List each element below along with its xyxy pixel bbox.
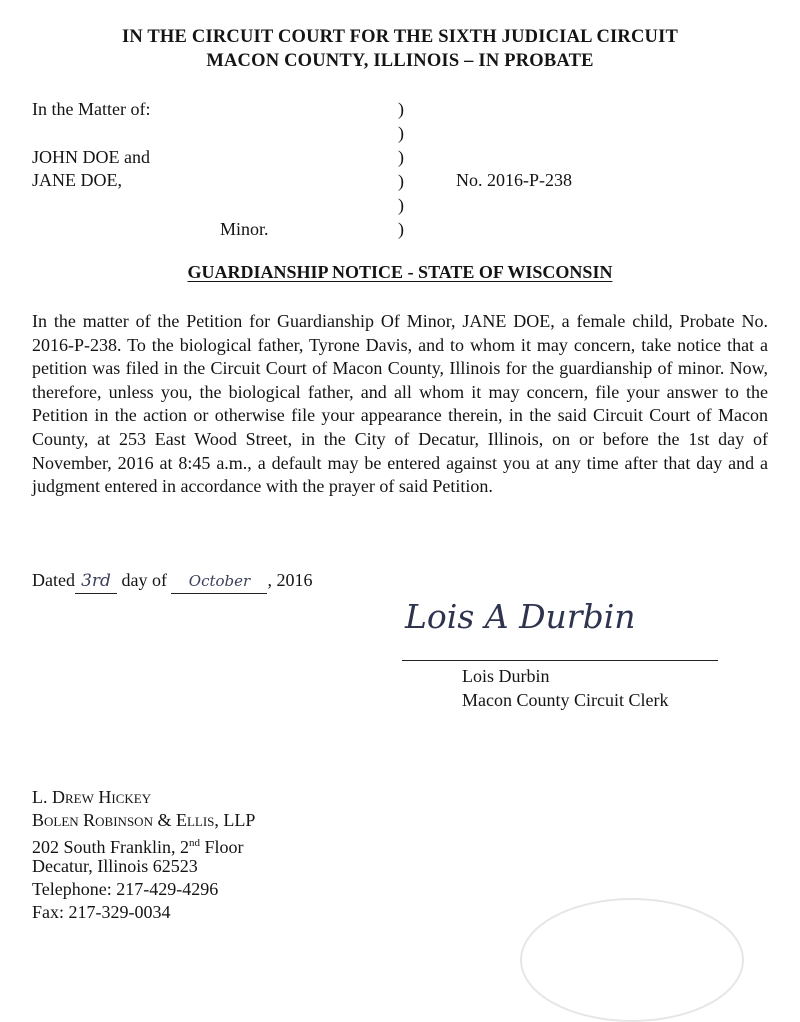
- attorney-firm: Bolen Robinson & Ellis, LLP: [32, 810, 256, 830]
- dated-prefix: Dated: [32, 570, 75, 590]
- clerk-name: Lois Durbin: [462, 666, 550, 686]
- clerk-signature: Lois A Durbin: [405, 597, 636, 636]
- court-header-line-2: MACON COUNTY, ILLINOIS – IN PROBATE: [206, 51, 594, 71]
- dated-suffix: , 2016: [267, 570, 313, 590]
- caption-paren: ): [398, 99, 404, 119]
- notice-body: In the matter of the Petition for Guardianship Of Minor, JANE DOE, a female child, Probate No. 2016-P-238. To the biological father, Tyrone Davis, and to whom it may concern, take notice that a petition was filed in the Circuit Court of Macon County, Illinois for the guardianship of minor. Now, therefore, unless you, the biological father, and all whom it may concern, file your answer to the Petition in the action or otherwise file your appearance therein, in the said Circuit Court of Macon County, at 253 East Wood Street, in the City of Decatur, Illinois, on or before the 1st day of November, 2016 at 8:45 a.m., a default may be entered against you at any time after that day and a judgment entered in accordance with the prayer of said Petition.: [32, 311, 768, 497]
- clerk-title: Macon County Circuit Clerk: [462, 690, 669, 710]
- dated-middle: day of: [121, 570, 167, 590]
- caption-paren: ): [398, 171, 404, 191]
- caption-paren: ): [398, 123, 404, 143]
- court-header-line-1: IN THE CIRCUIT COURT FOR THE SIXTH JUDICIAL CIRCUIT: [121, 27, 679, 47]
- court-seal-emboss: [520, 898, 744, 1022]
- dated-line: [32, 569, 312, 594]
- attorney-name: L. Drew Hickey: [32, 787, 152, 807]
- address-street: 202 South Franklin, 2: [32, 837, 190, 857]
- case-number: No. 2016-P-238: [456, 170, 572, 190]
- party-name-2: JANE DOE,: [32, 170, 122, 190]
- signature-line: [402, 660, 718, 661]
- attorney-fax: Fax: 217-329-0034: [32, 902, 171, 922]
- matter-of-label: In the Matter of:: [32, 99, 151, 119]
- dated-month-handwritten: October: [171, 570, 267, 594]
- address-ordinal: nd: [189, 837, 201, 849]
- dated-day-handwritten: 3rd: [75, 570, 117, 594]
- caption-paren: ): [398, 219, 404, 239]
- caption-paren: ): [398, 195, 404, 215]
- notice-title-wrapper: [0, 262, 800, 283]
- minor-label: Minor.: [220, 219, 269, 239]
- notice-title: GUARDIANSHIP NOTICE - STATE OF WISCONSIN: [187, 262, 613, 282]
- caption-paren: ): [398, 147, 404, 167]
- party-name-1: JOHN DOE and: [32, 147, 150, 167]
- attorney-address-2: Decatur, Illinois 62523: [32, 856, 198, 876]
- attorney-telephone: Telephone: 217-429-4296: [32, 879, 219, 899]
- address-floor: Floor: [200, 837, 244, 857]
